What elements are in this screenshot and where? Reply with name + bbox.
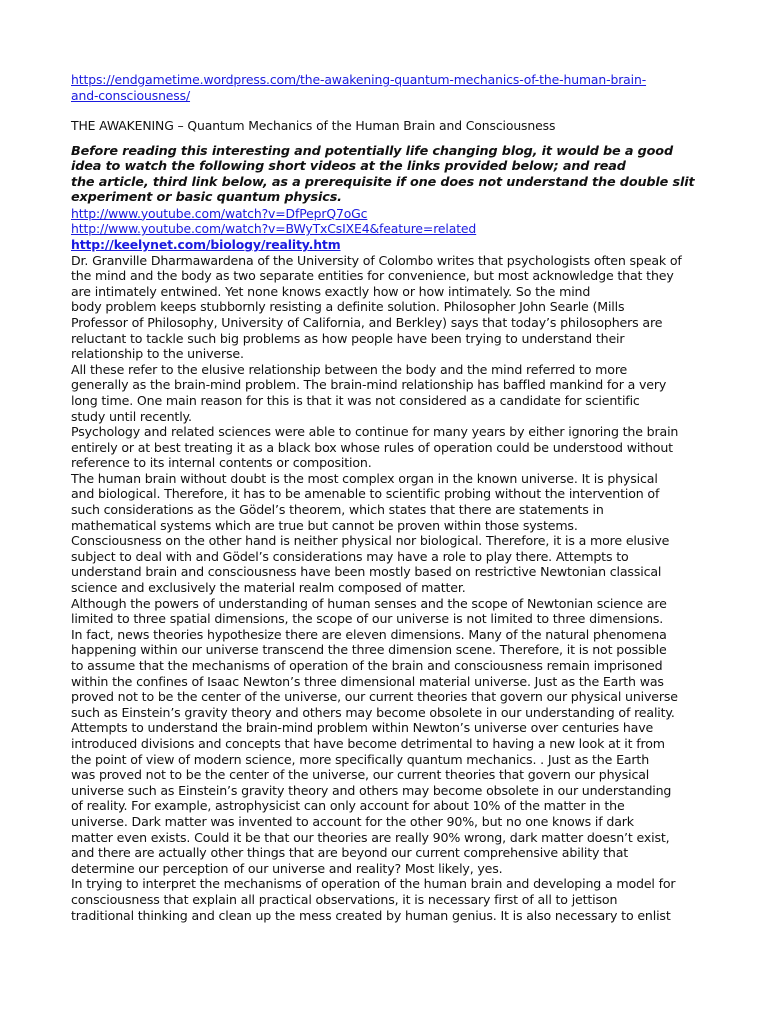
body-text-line: reluctant to tackle such big problems as how people have been trying to understand their — [71, 330, 625, 346]
keelynet-link[interactable]: http://keelynet.com/biology/reality.htm — [71, 236, 341, 252]
body-text-line: the mind and the body as two separate entities for convenience, but most acknowledge that they — [71, 268, 674, 284]
body-text-line: of reality. For example, astrophysicist can only account for about 10% of the matter in the — [71, 798, 625, 814]
body-text-line: the point of view of modern science, more specifically quantum mechanics. . Just as the Earth — [71, 751, 650, 767]
body-text-line: within the confines of Isaac Newton’s three dimensional material universe. Just as the Earth was — [71, 673, 664, 689]
source-link[interactable] — [71, 72, 701, 103]
body-text-line: Consciousness on the other hand is neither physical nor biological. Therefore, it is a more elusive — [71, 533, 670, 549]
body-text-line: Attempts to understand the brain-mind problem within Newton’s universe over centuries have — [71, 720, 654, 736]
body-text-line: reference to its internal contents or composition. — [71, 455, 372, 471]
body-text-line: study until recently. — [71, 408, 192, 424]
body-text-line: determine our perception of our universe and reality? Most likely, yes. — [71, 860, 503, 876]
body-text-line: universe such as Einstein’s gravity theory and others may become obsolete in our understanding — [71, 782, 672, 798]
body-text-line: relationship to the universe. — [71, 346, 244, 362]
body-text-line: All these refer to the elusive relationship between the body and the mind referred to more — [71, 361, 628, 377]
body-text-line: science and exclusively the material realm composed of matter. — [71, 580, 466, 596]
body-text-line: happening within our universe transcend the three dimension scene. Therefore, it is not possible — [71, 642, 667, 658]
document-page — [71, 72, 701, 923]
body-text-line: traditional thinking and clean up the mess created by human genius. It is also necessary to enlist — [71, 907, 671, 923]
source-link-line-2[interactable]: and-consciousness/ — [71, 87, 191, 103]
body-text-line: consciousness that explain all practical observations, it is necessary first of all to jettison — [71, 891, 618, 907]
body-text-line: The human brain without doubt is the most complex organ in the known universe. It is physical — [71, 470, 658, 486]
body-text-line: limited to three spatial dimensions, the scope of our universe is not limited to three dimensions. — [71, 611, 664, 627]
body-text-line: proved not to be the center of the universe, our current theories that govern our physical universe — [71, 689, 678, 705]
article-title: THE AWAKENING – Quantum Mechanics of the Human Brain and Consciousness — [71, 118, 556, 134]
body-text-line: Although the powers of understanding of human senses and the scope of Newtonian science are — [71, 595, 667, 611]
body-text-line: to assume that the mechanisms of operation of the brain and consciousness remain imprisoned — [71, 658, 663, 673]
body-text-line: such considerations as the Gödel’s theorem, which states that there are statements in — [71, 502, 604, 518]
body-text-line: subject to deal with and Gödel’s considerations may have a role to play there. Attempts to — [71, 548, 629, 564]
body-text-line: introduced divisions and concepts that have become detrimental to having a new look at it from — [71, 735, 665, 751]
intro-line: Before reading this interesting and potentially life changing blog, it would be a good — [71, 143, 673, 159]
body-text-line: and biological. Therefore, it has to be amenable to scientific probing without the intervention of — [71, 486, 660, 502]
body-text-line: Professor of Philosophy, University of California, and Berkley) says that today’s philosophers are — [71, 314, 663, 330]
body-text-line: In trying to interpret the mechanisms of operation of the human brain and developing a model for — [71, 876, 676, 892]
body-text-line: universe. Dark matter was invented to account for the other 90%, but no one knows if dark — [71, 813, 634, 829]
body-text-line: In fact, news theories hypothesize there are eleven dimensions. Many of the natural phenomena — [71, 626, 667, 642]
body-text-line: such as Einstein’s gravity theory and others may become obsolete in our understanding of reality. — [71, 704, 675, 720]
body-text-line: mathematical systems which are true but cannot be proven within those systems. — [71, 517, 578, 533]
intro-line: the article, third link below, as a prerequisite if one does not understand the double slit — [71, 174, 695, 190]
body-text-line: are intimately entwined. Yet none knows exactly how or how intimately. So the mind — [71, 283, 591, 299]
body-text-line: was proved not to be the center of the universe, our current theories that govern our physical — [71, 767, 650, 783]
body-text-line: Psychology and related sciences were able to continue for many years by either ignoring the brain — [71, 424, 679, 440]
body-text-line: and there are actually other things that are beyond our current comprehensive ability that — [71, 845, 629, 861]
youtube-link-1[interactable]: http://www.youtube.com/watch?v=DfPeprQ7oGc — [71, 205, 368, 221]
source-link-line-1[interactable]: https://endgametime.wordpress.com/the-awakening-quantum-mechanics-of-the-human-brain- — [71, 72, 647, 87]
article-body — [71, 253, 701, 924]
body-text-line: understand brain and consciousness have been mostly based on restrictive Newtonian classical — [71, 564, 662, 580]
body-text-line: matter even exists. Could it be that our theories are really 90% wrong, dark matter doesn’t exist, — [71, 829, 670, 845]
body-text-line: entirely or at best treating it as a black box whose rules of operation could be understood without — [71, 439, 673, 455]
youtube-link-2[interactable]: http://www.youtube.com/watch?v=BWyTxCsIXE4&feature=related — [71, 221, 477, 237]
body-text-line: body problem keeps stubbornly resisting a definite solution. Philosopher John Searle (Mills — [71, 299, 625, 315]
body-text-line: generally as the brain-mind problem. The brain-mind relationship has baffled mankind for a very — [71, 377, 667, 393]
intro-paragraph — [71, 144, 701, 206]
video-links — [71, 206, 701, 253]
intro-line: experiment or basic quantum physics. — [71, 190, 342, 206]
intro-line: idea to watch the following short videos at the links provided below; and read — [71, 159, 626, 175]
body-text-line: Dr. Granville Dharmawardena of the University of Colombo writes that psychologists often speak of — [71, 252, 682, 268]
body-text-line: long time. One main reason for this is that it was not considered as a candidate for scientific — [71, 392, 640, 408]
